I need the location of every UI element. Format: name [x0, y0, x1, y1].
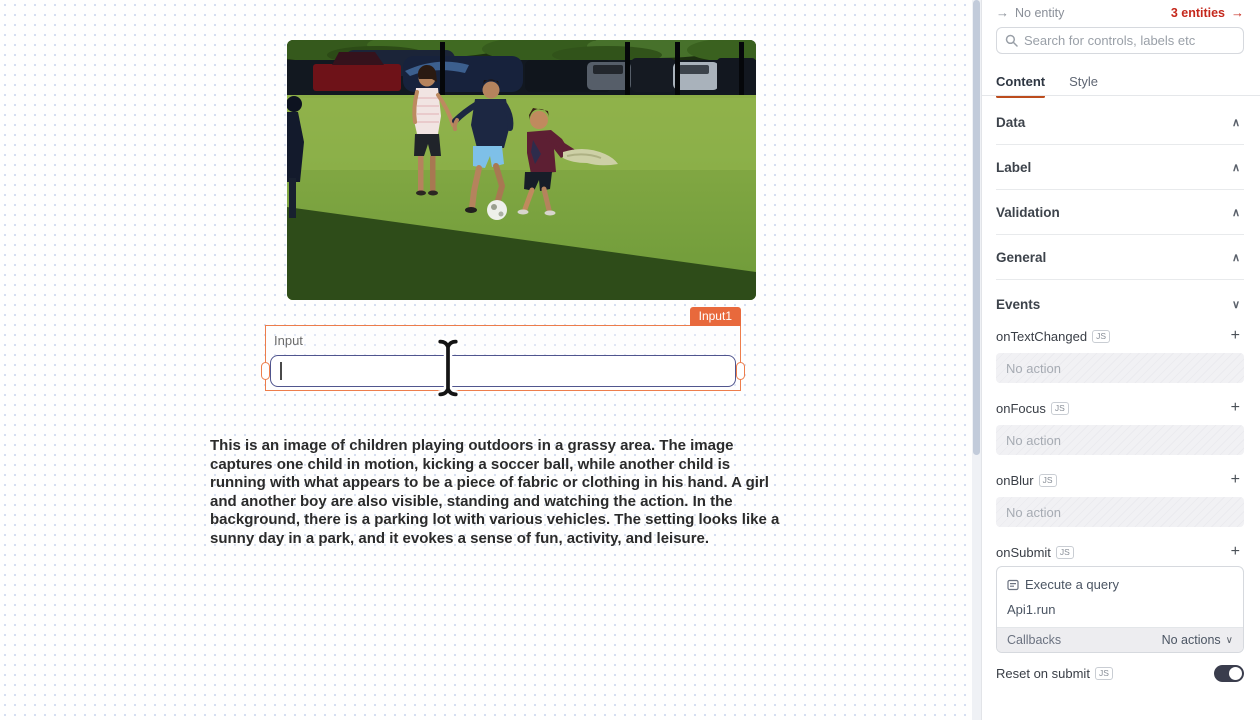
- onfocus-no-action: No action: [996, 425, 1244, 455]
- event-onsubmit-row: [996, 543, 1244, 561]
- no-entity-label: No entity: [1015, 5, 1065, 20]
- chevron-up-icon: ∧: [1231, 161, 1240, 174]
- ontextchanged-no-action: No action: [996, 353, 1244, 383]
- action-type-label: Execute a query: [1025, 577, 1119, 592]
- canvas-scrollbar[interactable]: [972, 0, 981, 720]
- section-general[interactable]: [996, 235, 1244, 280]
- chevron-down-icon: ∨: [1225, 634, 1233, 646]
- event-onblur-row: [996, 471, 1244, 489]
- event-ontextchanged-label: onTextChanged: [996, 328, 1088, 344]
- section-data-label: Data: [996, 114, 1026, 130]
- search-icon: [1005, 34, 1018, 47]
- resize-handle-right[interactable]: [736, 362, 745, 380]
- reset-on-submit-row: [996, 663, 1244, 683]
- arrow-right-icon: →: [996, 5, 1009, 20]
- children-playing-photo: [287, 40, 756, 300]
- no-entity-nav[interactable]: [996, 5, 1064, 20]
- event-onblur-label: onBlur: [996, 472, 1034, 488]
- entities-nav[interactable]: [1171, 5, 1244, 20]
- property-panel: [981, 0, 1260, 720]
- section-events[interactable]: [996, 291, 1244, 317]
- chevron-up-icon: ∧: [1231, 116, 1240, 129]
- widget-name-badge[interactable]: Input1: [690, 307, 741, 326]
- input-widget-label: Input: [274, 333, 303, 348]
- callbacks-row[interactable]: [997, 627, 1243, 652]
- js-badge[interactable]: JS: [1039, 474, 1057, 487]
- tab-bar: [996, 66, 1244, 96]
- reset-on-submit-label: Reset on submit: [996, 665, 1090, 681]
- chevron-up-icon: ∧: [1231, 206, 1240, 219]
- callbacks-label: Callbacks: [1007, 633, 1062, 647]
- onblur-no-action: No action: [996, 497, 1244, 527]
- tab-style-label: Style: [1069, 73, 1099, 89]
- section-validation[interactable]: [996, 190, 1244, 235]
- reset-on-submit-toggle[interactable]: [1214, 665, 1244, 682]
- js-badge[interactable]: JS: [1092, 330, 1110, 343]
- onsubmit-action-card[interactable]: [996, 566, 1244, 653]
- event-onfocus-row: [996, 399, 1244, 417]
- resize-handle-left[interactable]: [261, 362, 270, 380]
- execute-query-icon: [1007, 579, 1019, 591]
- callbacks-value: No actions: [1161, 633, 1221, 647]
- action-type-row[interactable]: [1007, 577, 1119, 592]
- section-general-label: General: [996, 249, 1047, 265]
- tab-bar-divider: [982, 95, 1260, 96]
- scrollbar-thumb[interactable]: [973, 0, 980, 455]
- tab-style[interactable]: [1069, 66, 1098, 96]
- text-widget: This is an image of children playing outdoors in a grassy area. The image captures one child in motion, kicking a soccer ball, while another child is running with what appears to be a piece of fabric or clothing in his hand. A girl and another boy are also visible, standing and watching the action. In the background, there is a parking lot with various vehicles. The setting looks like a sunny day in a park, and it evokes a sense of fun, activity, and leisure.: [210, 437, 780, 547]
- text-input[interactable]: [270, 355, 736, 387]
- action-target-label[interactable]: Api1.run: [1007, 602, 1056, 617]
- js-badge[interactable]: JS: [1056, 546, 1074, 559]
- events-header-label: Events: [996, 296, 1041, 312]
- input-widget[interactable]: [265, 309, 741, 391]
- section-label-label: Label: [996, 159, 1032, 175]
- arrow-right-icon: →: [1231, 5, 1244, 20]
- event-onsubmit-label: onSubmit: [996, 544, 1051, 560]
- toggle-knob: [1229, 667, 1242, 680]
- entity-nav-row: [996, 4, 1244, 21]
- chevron-up-icon: ∧: [1231, 251, 1240, 264]
- section-data[interactable]: [996, 100, 1244, 145]
- add-action-icon[interactable]: +: [1230, 327, 1240, 344]
- add-action-icon[interactable]: +: [1230, 471, 1240, 488]
- add-action-icon[interactable]: +: [1230, 543, 1240, 560]
- section-validation-label: Validation: [996, 204, 1060, 220]
- section-label[interactable]: [996, 145, 1244, 190]
- search-input[interactable]: [1024, 33, 1235, 48]
- tab-content[interactable]: [996, 66, 1045, 96]
- js-badge[interactable]: JS: [1051, 402, 1069, 415]
- event-ontextchanged-row: [996, 327, 1244, 345]
- image-widget[interactable]: [287, 40, 756, 300]
- search-box[interactable]: [996, 27, 1244, 54]
- chevron-down-icon: ∨: [1231, 298, 1240, 311]
- text-caret: [280, 362, 282, 380]
- add-action-icon[interactable]: +: [1230, 399, 1240, 416]
- tab-content-label: Content: [996, 73, 1046, 89]
- event-onfocus-label: onFocus: [996, 400, 1046, 416]
- entities-count-label: 3 entities: [1170, 5, 1225, 20]
- js-badge[interactable]: JS: [1095, 667, 1113, 680]
